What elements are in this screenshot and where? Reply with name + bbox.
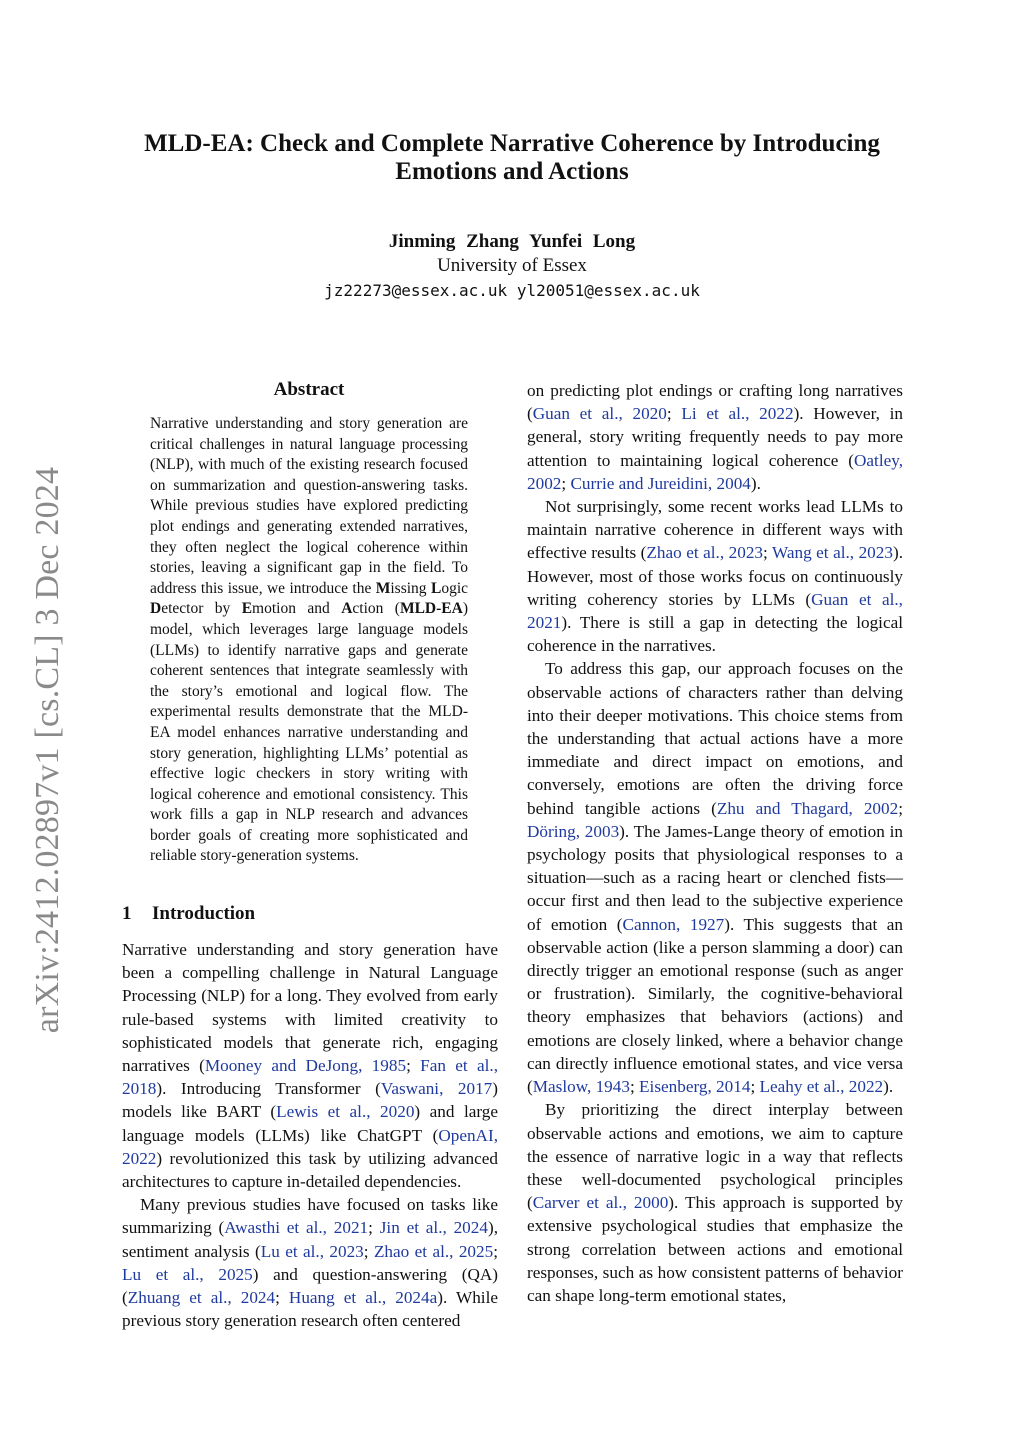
citation-link[interactable]: OpenAI, 2022 <box>122 1125 498 1168</box>
author-emails: jz22273@essex.ac.uk yl20051@essex.ac.uk <box>324 281 700 300</box>
abstract-heading: Abstract <box>273 379 345 400</box>
citation-link[interactable]: Jin et al., 2024 <box>379 1218 488 1238</box>
title-line-1: MLD-EA: Check and Complete Narrative Coherence by Introducing <box>144 130 880 157</box>
paragraph: To address this gap, our approach focuses on the observable actions of characters rather than delving into their deeper motivations. This choice stems from the understanding that actual actions have a more immediate and direct impact on emotions, and conversely, emotions are often the driving force behind tangible actions (Zhu and Thagard, 2002; Döring, 2003). The James-Lange theory of emotion in psychology posits that physiological responses to a situation—such as a racing heart or clenched fists—occur first and then lead to the subjective experience of emotion (Cannon, 1927). This suggests that an observable action (like a person slamming a door) can directly trigger an emotional response (such as anger or frustration). Similarly, the cognitive-behavioral theory emphasizes that behaviors (actions) and emotions are closely linked, where a behavior change can directly influence emotional states, and vice versa (Maslow, 1943; Eisenberg, 2014; Leahy et al., 2022). <box>527 659 904 1097</box>
paragraph: Many previous studies have focused on tasks like summarizing (Awasthi et al., 2021; Jin et al., 2024), sentiment analysis (Lu et al., 2023; Zhao et al., 2025; Lu et al., 2025) and question-answering (QA) (Zhuang et al., 2024; Huang et al., 2024a). While previous story generation research often centered <box>122 1195 499 1331</box>
arxiv-side-stamp <box>8 458 88 1042</box>
citation-link[interactable]: Lewis et al., 2020 <box>276 1102 415 1122</box>
citation-link[interactable]: Zhu and Thagard, 2002 <box>716 798 899 818</box>
paragraph: on predicting plot endings or crafting long narratives (Guan et al., 2020; Li et al., 2022). However, in general, story writing frequently needs to pay more attention to maintaining logical coherence (Oatley, 2002; Currie and Jureidini, 2004). <box>527 381 903 493</box>
citation-link[interactable]: Mooney and DeJong, 1985 <box>204 1056 407 1076</box>
citation-link[interactable]: Eisenberg, 2014 <box>639 1077 751 1097</box>
citation-link[interactable]: Leahy et al., 2022 <box>759 1077 884 1097</box>
paper-title <box>120 130 904 186</box>
citation-link[interactable]: Fan et al., 2018 <box>122 1056 498 1099</box>
citation-link[interactable]: Zhao et al., 2025 <box>373 1241 494 1261</box>
affiliation: University of Essex <box>437 255 587 276</box>
citation-link[interactable]: Oatley, 2002 <box>527 450 903 493</box>
paragraph: By prioritizing the direct interplay between observable actions and emotions, we aim to capture the essence of narrative logic in a way that reflects these well-documented psychological principles (Carver et al., 2000). This approach is supported by extensive psychological studies that emphasize the strong correlation between actions and emotional responses, such as how consistent patterns of behavior can shape long-term emotional states, <box>527 1100 904 1305</box>
citation-link[interactable]: Li et al., 2022 <box>681 404 794 424</box>
citation-link[interactable]: Currie and Jureidini, 2004 <box>570 473 751 493</box>
paragraph: Narrative understanding and story generation have been a compelling challenge in Natural Language Processing (NLP) for a long. They evolved from early rule-based systems with limited creativity to sophisticated models that generate rich, engaging narratives (Mooney and DeJong, 1985; Fan et al., 2018). Introducing Transformer (Vaswani, 2017) models like BART (Lewis et al., 2020) and large language models (LLMs) like ChatGPT (OpenAI, 2022) revolutionized this task by utilizing advanced architectures to capture in-detailed dependencies. <box>122 940 498 1192</box>
section-number: 1 <box>122 903 132 924</box>
citation-link[interactable]: Carver et al., 2000 <box>532 1193 669 1213</box>
arxiv-id: arXiv:2412.02897v1 [cs.CL] 3 Dec 2024 <box>29 466 67 1034</box>
title-line-2: Emotions and Actions <box>395 158 629 185</box>
left-column <box>122 938 498 1332</box>
citation-link[interactable]: Döring, 2003 <box>527 821 620 841</box>
right-column <box>527 379 903 1307</box>
citation-link[interactable]: Zhuang et al., 2024 <box>127 1288 276 1308</box>
citation-link[interactable]: Wang et al., 2023 <box>772 543 893 563</box>
citation-link[interactable]: Cannon, 1927 <box>622 914 725 934</box>
citation-link[interactable]: Huang et al., 2024a <box>288 1288 438 1308</box>
citation-link[interactable]: Lu et al., 2025 <box>122 1264 253 1284</box>
citation-link[interactable]: Lu et al., 2023 <box>260 1241 364 1261</box>
citation-link[interactable]: Vaswani, 2017 <box>380 1079 493 1099</box>
section-heading <box>122 902 255 926</box>
authors: Jinming Zhang Yunfei Long <box>388 231 636 252</box>
citation-link[interactable]: Guan et al., 2021 <box>527 589 903 633</box>
abstract-text: Narrative understanding and story generation are critical challenges in natural language processing (NLP), with much of the existing research focused on summarization and question-answering tasks. While previous studies have explored predicting plot endings and generating extended narratives, they often neglect the logical coherence within stories, leaving a significant gap in the field. To address this issue, we introduce the Missing Logic Detector by Emotion and Action (MLD-EA) model, which leverages large language models (LLMs) to identify narrative gaps and generate coherent sentences that integrate seamlessly with the story’s emotional and logical flow. The experimental results demonstrate that the MLD-EA model enhances narrative understanding and story generation, highlighting LLMs’ potential as effective logic checkers in story writing with logical coherence and emotional consistency. This work fills a gap in NLP research and advances border goals of creating more sophisticated and reliable story-generation systems. <box>150 415 468 865</box>
section-title: Introduction <box>152 903 256 924</box>
citation-link[interactable]: Guan et al., 2020 <box>532 404 667 424</box>
citation-link[interactable]: Maslow, 1943 <box>532 1077 630 1097</box>
citation-link[interactable]: Zhao et al., 2023 <box>646 543 764 563</box>
citation-link[interactable]: Awasthi et al., 2021 <box>224 1218 369 1238</box>
paragraph: Not surprisingly, some recent works lead LLMs to maintain narrative coherence in different ways with effective results (Zhao et al., 2023; Wang et al., 2023). However, most of those works focus on continuously writing coherency stories by LLMs (Guan et al., 2021). There is still a gap in detecting the logical coherence in the narratives. <box>527 497 903 656</box>
